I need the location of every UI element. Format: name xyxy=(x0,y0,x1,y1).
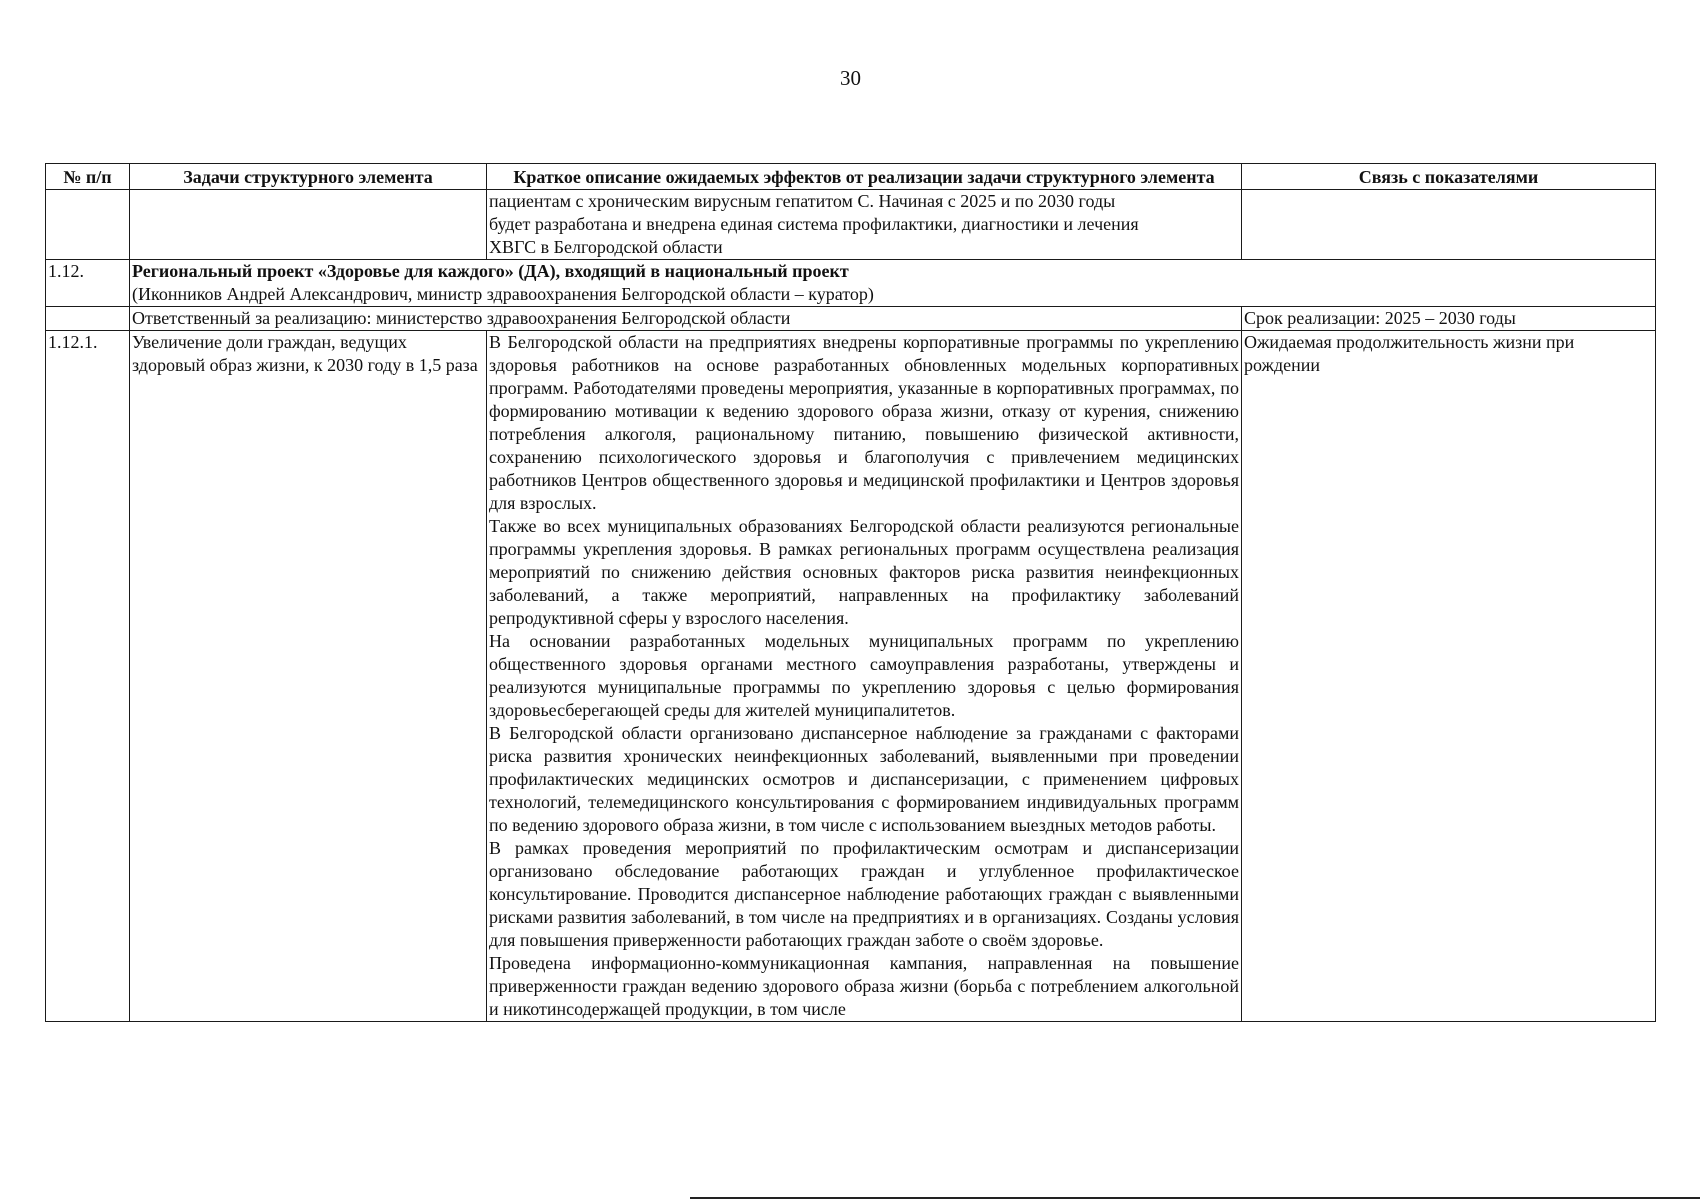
effect-paragraph: В Белгородской области организовано диспансерное наблюдение за гражданами с факторами риска развития хронических неинфекционных заболеваний, выявленными при проведении профилактических медицинских осмотров и диспансеризации, с применением цифровых технологий, телемедицинского консультирования с формированием индивидуальных программ по ведению здорового образа жизни, в том числе с использованием выездных методов работы. xyxy=(489,723,1239,835)
continuation-row xyxy=(46,190,1656,260)
header-link: Связь с показателями xyxy=(1242,164,1656,190)
project-num: 1.12. xyxy=(46,260,130,307)
cont-num-cell xyxy=(46,190,130,260)
cont-link-cell xyxy=(1242,190,1656,260)
responsible-period: Срок реализации: 2025 – 2030 годы xyxy=(1242,307,1656,331)
task-indicator: Ожидаемая продолжительность жизни при рождении xyxy=(1242,331,1656,1022)
responsible-num-cell xyxy=(46,307,130,331)
effect-paragraph: В Белгородской области на предприятиях внедрены корпоративные программы по укреплению здоровья работников на основе разработанных обновленных модельных корпоративных программ. Работодателями проведены мероприятия, указанные в корпоративных программах, по формированию мотивации к ведению здорового образа жизни, отказу от курения, снижению потребления алкоголя, рациональному питанию, повышению физической активности, сохранению психологического здоровья и благополучия с привлечением медицинских работников Центров общественного здоровья и медицинской профилактики и Центров здоровья для взрослых. xyxy=(489,332,1239,513)
document-table xyxy=(45,163,1656,1022)
page-number: 30 xyxy=(840,66,861,90)
cont-line: ХВГС в Белгородской области xyxy=(489,237,723,257)
project-row xyxy=(46,260,1656,307)
cont-line: будет разработана и внедрена единая система профилактики, диагностики и лечения xyxy=(489,214,1139,234)
task-title: Увеличение доли граждан, ведущих здоровый образ жизни, к 2030 году в 1,5 раза xyxy=(130,331,487,1022)
task-num: 1.12.1. xyxy=(46,331,130,1022)
task-effects-cell xyxy=(487,331,1242,1022)
cont-task-cell xyxy=(130,190,487,260)
scan-edge-line xyxy=(690,1197,1700,1199)
effect-paragraph: В рамках проведения мероприятий по профилактическим осмотрам и диспансеризации организовано обследование работающих граждан и углубленное профилактическое консультирование. Проводится диспансерное наблюдение работающих граждан с выявленными рисками развития заболеваний, в том числе на предприятиях и в организациях. Созданы условия для повышения приверженности работающих граждан заботе о своём здоровье. xyxy=(489,838,1239,950)
header-effects: Краткое описание ожидаемых эффектов от реализации задачи структурного элемента xyxy=(487,164,1242,190)
effect-paragraph: На основании разработанных модельных муниципальных программ по укреплению общественного здоровья органами местного самоуправления разработаны, утверждены и реализуются муниципальные программы по укреплению здоровья с целью формирования здоровьесберегающей среды для жителей муниципалитетов. xyxy=(489,631,1239,720)
effect-paragraph: Проведена информационно-коммуникационная кампания, направленная на повышение приверженности граждан ведению здорового образа жизни (борьба с потреблением алкогольной и никотинсодержащей продукции, в том числе xyxy=(489,953,1239,1019)
project-cell xyxy=(130,260,1656,307)
project-curator: (Иконников Андрей Александрович, министр здравоохранения Белгородской области – куратор) xyxy=(132,284,874,304)
header-num: № п/п xyxy=(46,164,130,190)
responsible-row xyxy=(46,307,1656,331)
header-tasks: Задачи структурного элемента xyxy=(130,164,487,190)
cont-line: пациентам с хроническим вирусным гепатитом С. Начиная с 2025 и по 2030 годы xyxy=(489,191,1116,211)
responsible-text: Ответственный за реализацию: министерство здравоохранения Белгородской области xyxy=(130,307,1242,331)
table-header-row xyxy=(46,164,1656,190)
task-row xyxy=(46,331,1656,1022)
effect-paragraph: Также во всех муниципальных образованиях Белгородской области реализуются региональные программы укрепления здоровья. В рамках региональных программ осуществлена реализация мероприятий по снижению действия основных факторов риска развития неинфекционных заболеваний, а также мероприятий, направленных на профилактику заболеваний репродуктивной сферы у взрослого населения. xyxy=(489,516,1239,628)
cont-effects-cell xyxy=(487,190,1242,260)
project-title: Региональный проект «Здоровье для каждого» (ДА), входящий в национальный проект xyxy=(132,261,849,281)
